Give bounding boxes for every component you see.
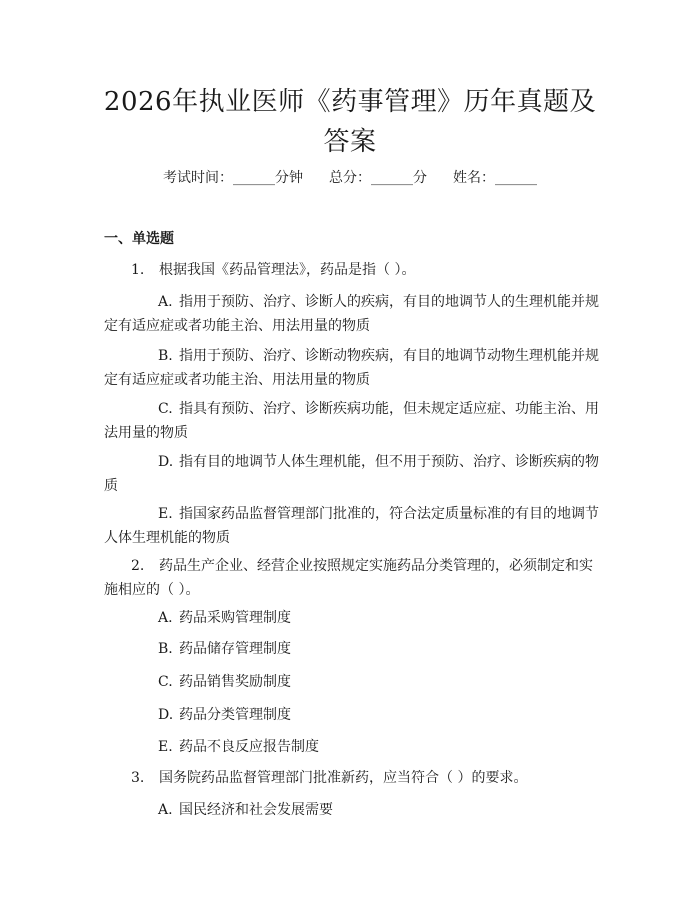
- option-text: 药品储存管理制度: [179, 641, 291, 657]
- option-text: 药品不良反应报告制度: [179, 739, 319, 755]
- option-letter: C.: [158, 674, 173, 690]
- option-letter: E.: [158, 739, 173, 755]
- question-number: 2.: [131, 558, 145, 574]
- question-2-option-b: [104, 637, 600, 661]
- question-3-stem: [104, 766, 600, 790]
- question-1-option-e: [104, 502, 600, 550]
- page-title: 2026年执业医师《药事管理》历年真题及答案: [103, 87, 597, 157]
- option-letter: B.: [158, 641, 173, 657]
- question-2-option-e: [104, 735, 600, 759]
- option-letter: C.: [158, 401, 173, 417]
- option-text: 指用于预防、治疗、诊断动物疾病，有目的地调节动物生理机能并规定有适应症或者功能主治、用法用量的物质: [104, 348, 599, 388]
- option-letter: A.: [158, 610, 173, 626]
- exam-info-line: [0, 168, 700, 188]
- question-1-option-c: [104, 397, 600, 445]
- exam-name-field: 姓名：______: [453, 170, 537, 186]
- question-text: 国务院药品监督管理部门批准新药，应当符合（ ）的要求。: [159, 770, 528, 786]
- question-number: 3.: [131, 770, 145, 786]
- option-text: 指具有预防、治疗、诊断疾病功能，但未规定适应症、功能主治、用法用量的物质: [104, 401, 599, 441]
- question-number: 1.: [131, 262, 145, 278]
- question-1-stem: [104, 258, 600, 282]
- option-text: 药品分类管理制度: [179, 707, 291, 723]
- question-text: 根据我国《药品管理法》，药品是指（ ）。: [159, 262, 416, 278]
- option-text: 药品采购管理制度: [179, 610, 291, 626]
- question-2-option-a: [104, 606, 600, 630]
- option-text: 指用于预防、治疗、诊断人的疾病，有目的地调节人的生理机能并规定有适应症或者功能主治、用法用量的物质: [104, 294, 599, 334]
- question-2-option-d: [104, 703, 600, 727]
- exam-time-field: 考试时间：______分钟: [163, 170, 303, 186]
- question-1-option-d: [104, 450, 600, 498]
- option-letter: D.: [158, 707, 174, 723]
- question-1-option-a: [104, 290, 600, 338]
- option-letter: D.: [158, 454, 174, 470]
- question-1-option-b: [104, 344, 600, 392]
- option-text: 指有目的地调节人体生理机能，但不用于预防、治疗、诊断疾病的物质: [104, 454, 599, 494]
- option-letter: A.: [158, 802, 173, 818]
- exam-score-field: 总分：______分: [329, 170, 427, 186]
- option-letter: B.: [158, 348, 173, 364]
- question-2-stem: [104, 554, 600, 602]
- option-text: 国民经济和社会发展需要: [179, 802, 333, 818]
- option-letter: E.: [158, 506, 173, 522]
- option-text: 药品销售奖励制度: [179, 674, 291, 690]
- question-text: 药品生产企业、经营企业按照规定实施药品分类管理的，必须制定和实施相应的（ ）。: [104, 558, 593, 598]
- option-text: 指国家药品监督管理部门批准的，符合法定质量标准的有目的地调节人体生理机能的物质: [104, 506, 599, 546]
- question-3-option-a: [104, 798, 600, 822]
- question-2-option-c: [104, 670, 600, 694]
- option-letter: A.: [158, 294, 173, 310]
- section-heading: 一、单选题: [104, 231, 174, 247]
